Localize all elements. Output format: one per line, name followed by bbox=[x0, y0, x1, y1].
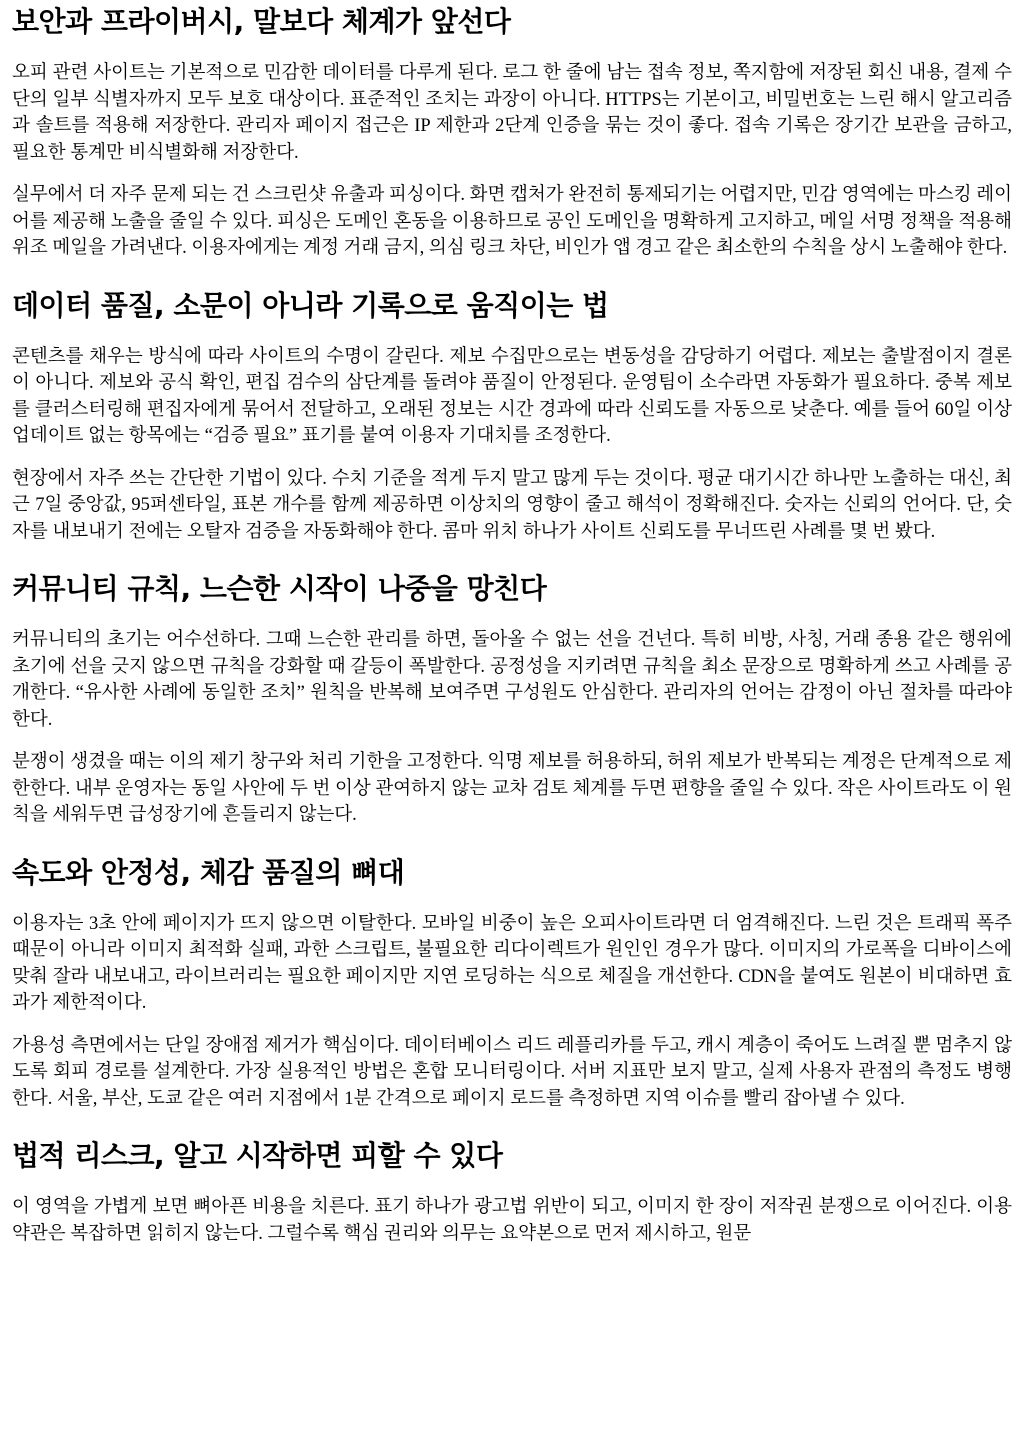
section-data-quality bbox=[12, 288, 1012, 546]
section-security bbox=[12, 4, 1012, 262]
section-heading: 법적 리스크, 알고 시작하면 피할 수 있다 bbox=[12, 1139, 503, 1172]
paragraph: 이 영역을 가볍게 보면 뼈아픈 비용을 치른다. 표기 하나가 광고법 위반이 되고, 이미지 한 장이 저작권 분쟁으로 이어진다. 이용약관은 복잡하면 읽히지 않는다. 그럴수록 핵심 권리와 의무는 요약본으로 먼저 제시하고, 원문 bbox=[12, 1197, 1012, 1244]
paragraph: 오피 관련 사이트는 기본적으로 민감한 데이터를 다루게 된다. 로그 한 줄에 남는 접속 정보, 쪽지함에 저장된 회신 내용, 결제 수단의 일부 식별자까지 모두 보호 대상이다. 표준적인 조치는 과장이 아니다. HTTPS는 기본이고, 비밀번호는 느린 해시 알고리즘과 솔트를 적용해 저장한다. 관리자 페이지 접근은 IP 제한과 2단계 인증을 묶는 것이 좋다. 접속 기록은 장기간 보관을 금하고, 필요한 통계만 비식별화해 저장한다. bbox=[12, 63, 1012, 163]
paragraph: 가용성 측면에서는 단일 장애점 제거가 핵심이다. 데이터베이스 리드 레플리카를 두고, 캐시 계층이 죽어도 느려질 뿐 멈추지 않도록 회피 경로를 설계한다. 가장 실용적인 방법은 혼합 모니터링이다. 서버 지표만 보지 말고, 실제 사용자 관점의 측정도 병행한다. 서울, 부산, 도쿄 같은 여러 지점에서 1분 간격으로 페이지 로드를 측정하면 지역 이슈를 빨리 잡아낼 수 있다. bbox=[12, 1035, 1012, 1109]
paragraph: 분쟁이 생겼을 때는 이의 제기 창구와 처리 기한을 고정한다. 익명 제보를 허용하되, 허위 제보가 반복되는 계정은 단계적으로 제한한다. 내부 운영자는 동일 사안에 두 번 이상 관여하지 않는 교차 검토 체계를 두면 편향을 줄일 수 있다. 작은 사이트라도 이 원칙을 세워두면 급성장기에 흔들리지 않는다. bbox=[12, 752, 1012, 825]
paragraph: 콘텐츠를 채우는 방식에 따라 사이트의 수명이 갈린다. 제보 수집만으로는 변동성을 감당하기 어렵다. 제보는 출발점이지 결론이 아니다. 제보와 공식 확인, 편집 검수의 삼단계를 돌려야 품질이 안정된다. 운영팀이 소수라면 자동화가 필요하다. 중복 제보를 클러스터링해 편집자에게 묶어서 전달하고, 오래된 정보는 시간 경과에 따라 신뢰도를 자동으로 낮춘다. 예를 들어 60일 이상 업데이트 없는 항목에는 “검증 필요” 표기를 붙여 이용자 기대치를 조정한다. bbox=[12, 346, 1012, 446]
paragraph: 이용자는 3초 안에 페이지가 뜨지 않으면 이탈한다. 모바일 비중이 높은 오피사이트라면 더 엄격해진다. 느린 것은 트래픽 폭주 때문이 아니라 이미지 최적화 실패, 과한 스크립트, 불필요한 리다이렉트가 원인인 경우가 많다. 이미지의 가로폭을 디바이스에 맞춰 잘라 내보내고, 라이브러리는 필요한 페이지만 지연 로딩하는 식으로 체질을 개선한다. CDN을 붙여도 원본이 비대하면 효과가 제한적이다. bbox=[12, 913, 1012, 1013]
article bbox=[0, 4, 1024, 1247]
section-heading: 속도와 안정성, 체감 품질의 뼈대 bbox=[12, 855, 405, 889]
section-heading: 커뮤니티 규칙, 느슨한 시작이 나중을 망친다 bbox=[12, 572, 547, 605]
paragraph: 실무에서 더 자주 문제 되는 건 스크린샷 유출과 피싱이다. 화면 캡처가 완전히 통제되기는 어렵지만, 민감 영역에는 마스킹 레이어를 제공해 노출을 줄일 수 있다. 피싱은 도메인 혼동을 이용하므로 공인 도메인을 명확하게 고지하고, 메일 서명 정책을 적용해 위조 메일을 가려낸다. 이용자에게는 계정 거래 금지, 의심 링크 차단, 비인가 앱 경고 같은 최소한의 수칙을 상시 노출해야 한다. bbox=[12, 185, 1012, 258]
section-speed-stability bbox=[12, 855, 1012, 1113]
section-community-rules bbox=[12, 571, 1012, 829]
paragraph: 현장에서 자주 쓰는 간단한 기법이 있다. 수치 기준을 적게 두지 말고 많게 두는 것이다. 평균 대기시간 하나만 노출하는 대신, 최근 7일 중앙값, 95퍼센타일, 표본 개수를 함께 제공하면 이상치의 영향이 줄고 해석이 정확해진다. 숫자는 신뢰의 언어다. 단, 숫자를 내보내기 전에는 오탈자 검증을 자동화해야 한다. 콤마 위치 하나가 사이트 신뢰도를 무너뜨린 사례를 몇 번 봤다. bbox=[12, 468, 1013, 542]
section-legal-risk bbox=[12, 1138, 1012, 1247]
section-heading: 데이터 품질, 소문이 아니라 기록으로 움직이는 법 bbox=[12, 288, 609, 322]
paragraph: 커뮤니티의 초기는 어수선하다. 그때 느슨한 관리를 하면, 돌아올 수 없는 선을 건넌다. 특히 비방, 사칭, 거래 종용 같은 행위에 초기에 선을 긋지 않으면 규칙을 강화할 때 갈등이 폭발한다. 공정성을 지키려면 규칙을 최소 문장으로 명확하게 쓰고 사례를 공개한다. “유사한 사례에 동일한 조치” 원칙을 반복해 보여주면 구성원도 안심한다. 관리자의 언어는 감정이 아닌 절차를 따라야 한다. bbox=[12, 630, 1012, 730]
section-heading: 보안과 프라이버시, 말보다 체계가 앞선다 bbox=[12, 5, 511, 38]
